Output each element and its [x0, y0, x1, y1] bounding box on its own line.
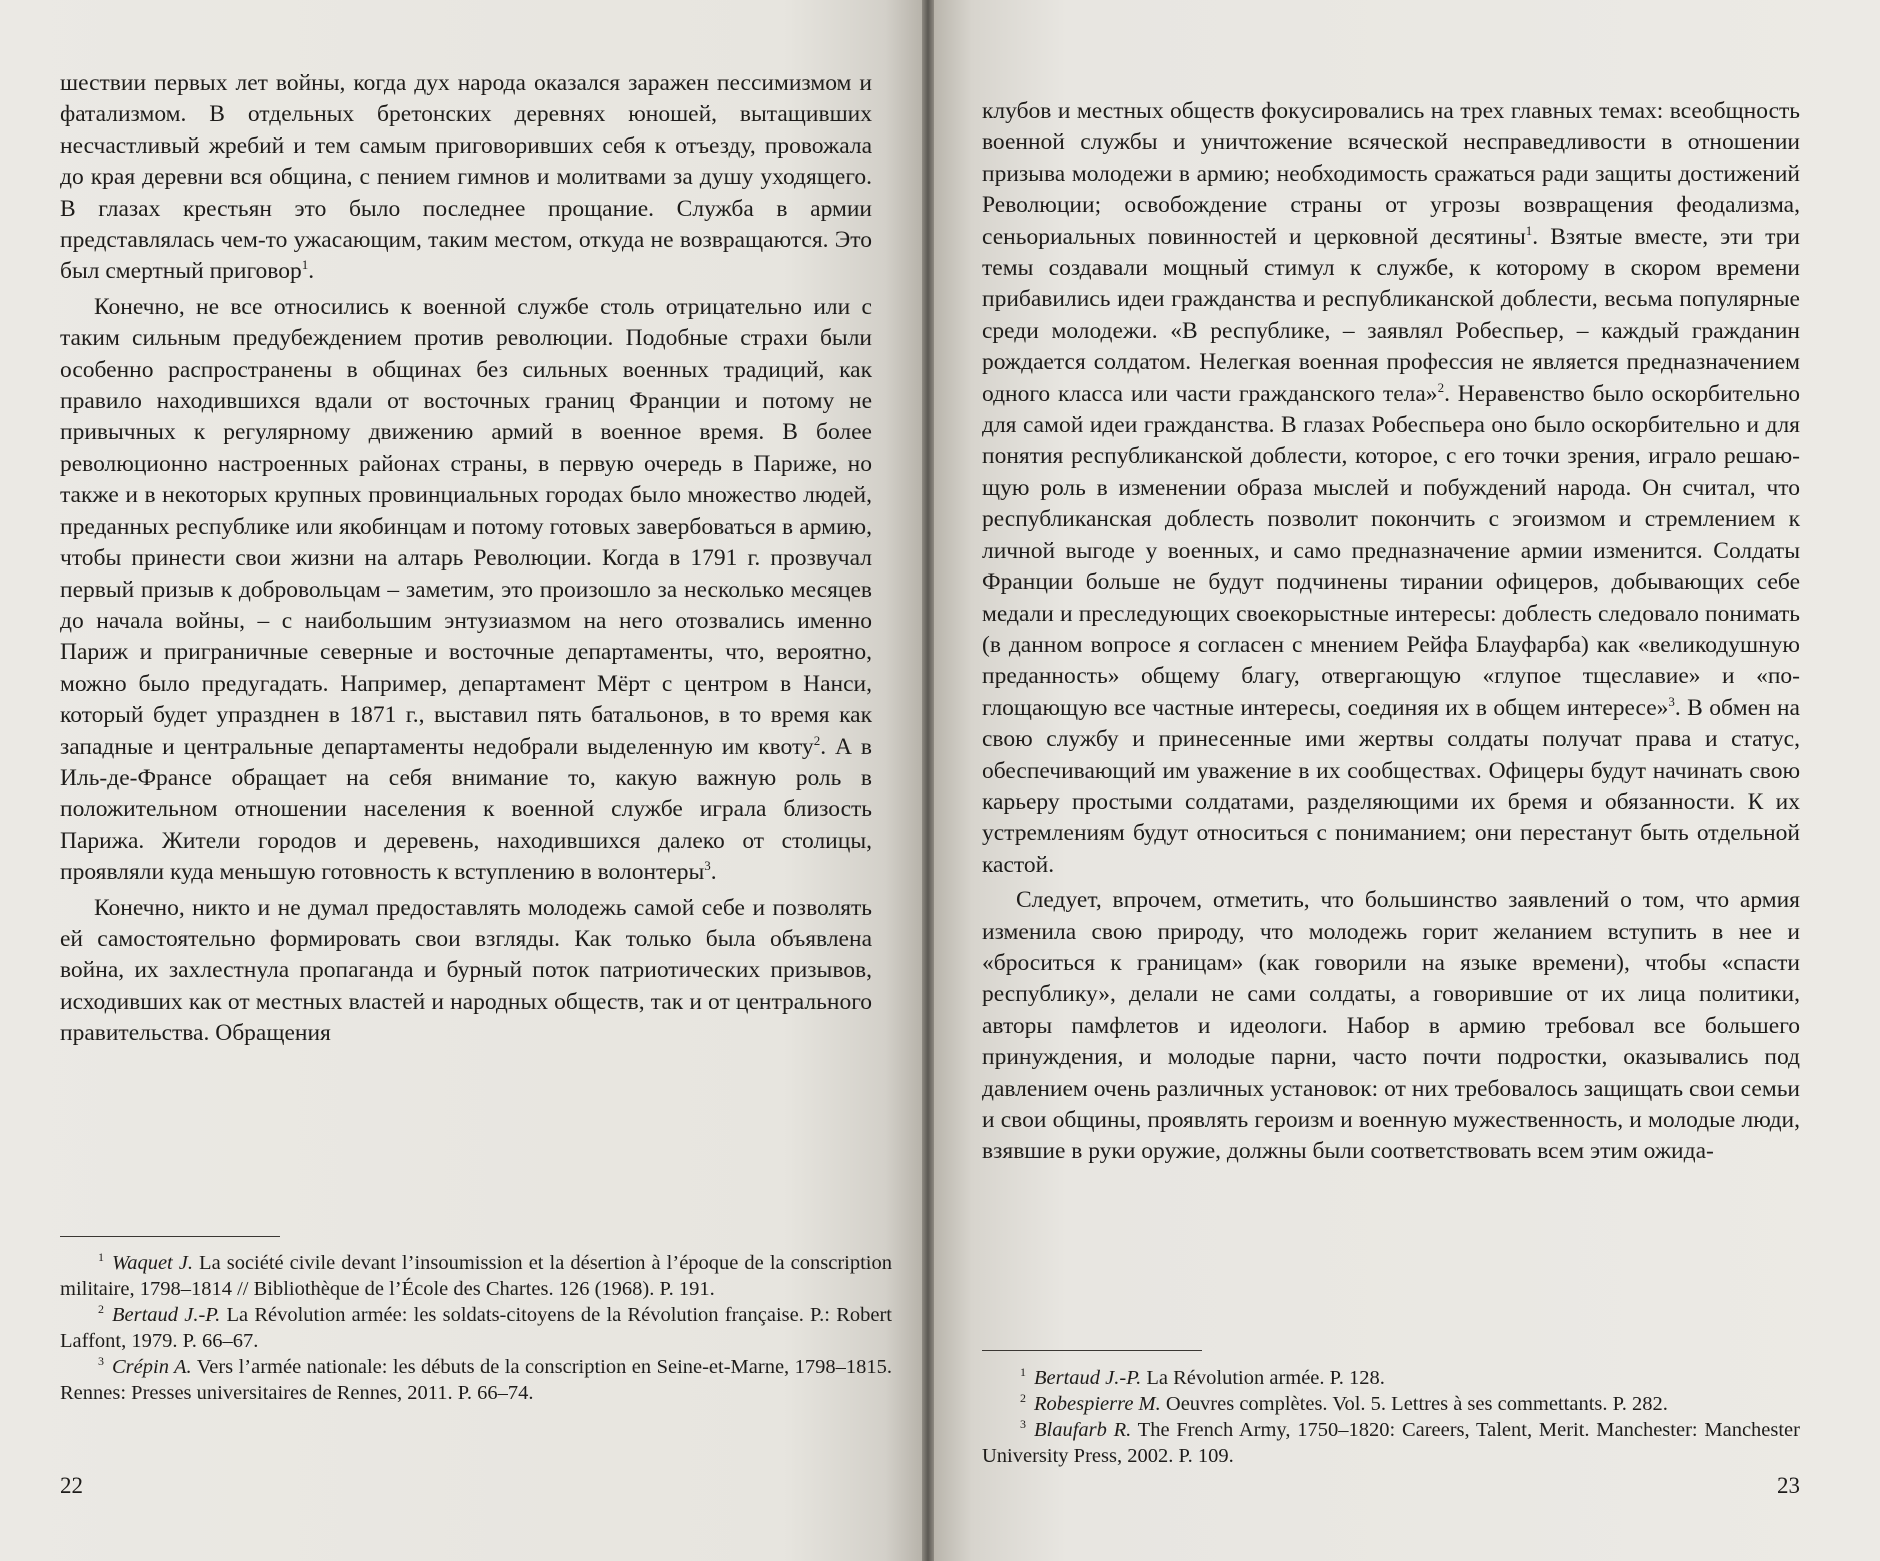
- footnote-text: La société civile devant l’insoumission et la désertion à l’époque de la conscription militaire, 1798–1814 // Bibliothèque de l’École des Chartes. 126 (1968). P. 191.: [60, 1252, 892, 1300]
- text-run: . А в Иль-де-Франсе обращает на себя внимание то, какую важную роль в положительном отношении населения к военной службе играла близость Парижа. Жители городов и деревень, находившихся далеко от столицы, проявляли куда меньшую готовность к вступлению в волонтеры: [60, 733, 872, 886]
- footnote-mark: 2: [1020, 1391, 1026, 1406]
- footnote-author: Bertaud J.-P.: [112, 1304, 221, 1326]
- paragraph: [60, 68, 872, 288]
- book-gutter: [922, 0, 934, 1561]
- footnote-mark: 3: [1020, 1417, 1026, 1432]
- footnote-text: The French Army, 1750–1820: Careers, Talent, Merit. Manchester: Manchester University Press, 2002. P. 109.: [982, 1419, 1800, 1467]
- footnote: [60, 1250, 892, 1302]
- text-run: . В обмен на свою службу и принесенные ими жертвы солдаты получат права и статус, обеспечивающий им уважение в их сообществах. Офицеры будут начинать свою карьеру простыми солдатами, разделяющими их бремя и обязанности. К их устремлениям будут относиться с пониманием; они перестанут быть отдельной кастой.: [982, 694, 1800, 878]
- footnote-mark: 1: [98, 1250, 104, 1265]
- paragraph: [982, 96, 1800, 881]
- text-run: шествии первых лет войны, когда дух народа оказался заражен пессимизмом и фатализмом. В отдельных бретонских деревнях юношей, вытащивших несчастливый жребий и тем самым приговоривших себя к отъезду, провожала до края деревни вся община, с пением гимнов и молитвами за душу уходящего. В глазах крестьян это было последнее прощание. Служба в армии представлялась чем-то ужасающим, таким местом, откуда не возвращаются. Это был смертный приговор: [60, 70, 872, 285]
- footnote-separator: [982, 1350, 1202, 1351]
- footnote-mark: 3: [98, 1354, 104, 1369]
- footnote: [60, 1302, 892, 1354]
- footnote-separator: [60, 1236, 280, 1237]
- left-footnotes: [60, 1250, 892, 1406]
- text-run: .: [308, 258, 315, 285]
- text-run: Конечно, никто и не думал предоставлять молодежь самой себе и позволять ей самостоятельно формировать свои взгляды. Как только была объявлена война, их захлестнула пропаганда и бурный поток патриотических призывов, исходивших как от местных властей и народных обществ, так и от центрального правительства. Обращения: [60, 894, 872, 1047]
- text-run: .: [710, 859, 717, 886]
- footnote-author: Crépin A.: [112, 1356, 192, 1378]
- footnote-author: Robespierre M.: [1034, 1393, 1161, 1415]
- footnote: [982, 1365, 1800, 1391]
- footnote-author: Blaufarb R.: [1034, 1419, 1132, 1441]
- footnote-mark: 1: [1020, 1365, 1026, 1380]
- right-footnotes: [982, 1350, 1800, 1469]
- left-page: [0, 0, 922, 1561]
- text-run: клубов и местных обществ фокусировались на трех главных темах: всеобщность военной службы и уничтожение всяческой несправедливости в отношении призыва молодежи в армию; необходимость сражаться ради защиты достижений Революции; освобождение страны от угрозы возвращения феодализма, сеньориальных повинностей и церковной десятины: [982, 98, 1800, 250]
- footnote-author: Bertaud J.-P.: [1034, 1367, 1142, 1389]
- text-run: . Неравенство было оскорбительно для самой идеи гражданства. В глазах Робеспьера оно было оскорбительно и для понятия республиканской доблести, которое, с его точки зрения, играло решающую роль в изменении образа мыслей и побуждений народа. Он считал, что республиканская доблесть позволит покончить с эгоизмом и стремлением к личной выгоде у военных, и само предназначение армии изменится. Солдаты Франции больше не будут подчинены тирании офицеров, добывающих себе медали и преследующих своекорыстные интересы: доблесть следовало понимать (в данном вопросе я согласен с мнением Рейфа Блауфарба) как «великодушную преданность» общему благу, отвергающую «глупое тщеславие» и «поглощающую все частные интересы, соединяя их в общем интересе»: [982, 380, 1800, 721]
- footnote-ref: 2: [813, 732, 821, 748]
- footnote-text: La Révolution armée: les soldats-citoyens de la Révolution française. P.: Robert Laffont, 1979. P. 66–67.: [60, 1304, 892, 1352]
- footnote-text: Oeuvres complètes. Vol. 5. Lettres à ses commettants. P. 282.: [1160, 1393, 1668, 1415]
- footnote-ref: 2: [1437, 379, 1445, 395]
- text-run: Конечно, не все относились к военной службе столь отрицательно или с таким сильным предубеждением против революции. Подобные страхи были особенно распространены в общинах без сильных военных традиций, как правило находившихся вдали от восточных границ Франции и потому не привычных к регулярному движению армий в военное время. В более революционно настроенных районах страны, в первую очередь в Париже, но также и в некоторых крупных провинциальных городах было множество людей, преданных республике или якобинцам и потому готовых завербоваться в армию, чтобы принести свои жизни на алтарь Революции. Когда в 1791 г. прозвучал первый призыв к добровольцам – заметим, это произошло за несколько месяцев до начала войны, – с наибольшим энтузиазмом на него отозвались именно Париж и приграничные северные и восточные департаменты, что, вероятно, можно было предугадать. Например, департамент Мёрт с центром в Нанси, который будет упразднен в 1871 г., выставил пять батальонов, в то время как западные и центральные департаменты недобрали выделенную им квоту: [60, 293, 872, 760]
- footnote-mark: 2: [98, 1302, 104, 1317]
- right-page: [934, 0, 1880, 1561]
- footnote-ref: 3: [704, 858, 711, 874]
- right-body-text: [982, 96, 1800, 1168]
- footnote-ref: 1: [301, 257, 309, 273]
- text-run: Следует, впрочем, отметить, что большинство заявлений о том, что армия изменила свою природу, что молодежь горит желанием вступить в нее и «броситься к границам» (как говорили на языке времени), чтобы «спасти республику», делали не сами солдаты, а говорившие от их лица политики, авторы памфлетов и идеологи. Набор в армию требовал все большего принуждения, и молодые парни, часто почти подростки, оказывались под давлением очень различных установок: от них требовалось защищать свои семьи и свои общины, проявлять героизм и военную мужественность, и молодые люди, взявшие в руки оружие, должны были соответствовать всем этим ожида-: [982, 887, 1800, 1165]
- footnote-author: Waquet J.: [112, 1252, 194, 1274]
- footnote-text: La Révolution armée. P. 128.: [1141, 1367, 1385, 1389]
- left-body-text: [60, 68, 872, 1050]
- text-run: . Взятые вместе, эти три темы создавали мощный стимул к службе, к которому в скором времени прибавились идеи гражданства и республиканской доблести, весьма популярные среди молодежи. «В республике, – заявлял Робеспьер, – каждый гражданин рождается солдатом. Нелегкая военная профессия не является предназначением одного класса или части гражданского тела»: [982, 223, 1800, 407]
- paragraph: [60, 893, 872, 1050]
- page-number: 22: [60, 1473, 83, 1498]
- footnote: [982, 1417, 1800, 1469]
- paragraph: [60, 292, 872, 889]
- page-number: 23: [1777, 1473, 1800, 1498]
- footnote-ref: 1: [1525, 222, 1533, 238]
- footnote: [60, 1354, 892, 1406]
- paragraph: [982, 885, 1800, 1168]
- footnote: [982, 1391, 1800, 1417]
- footnote-text: Vers l’armée nationale: les débuts de la conscription en Seine-et-Marne, 1798–1815. Rennes: Presses universitaires de Rennes, 2011. P. 66–74.: [60, 1356, 892, 1404]
- footnote-ref: 3: [1668, 693, 1675, 709]
